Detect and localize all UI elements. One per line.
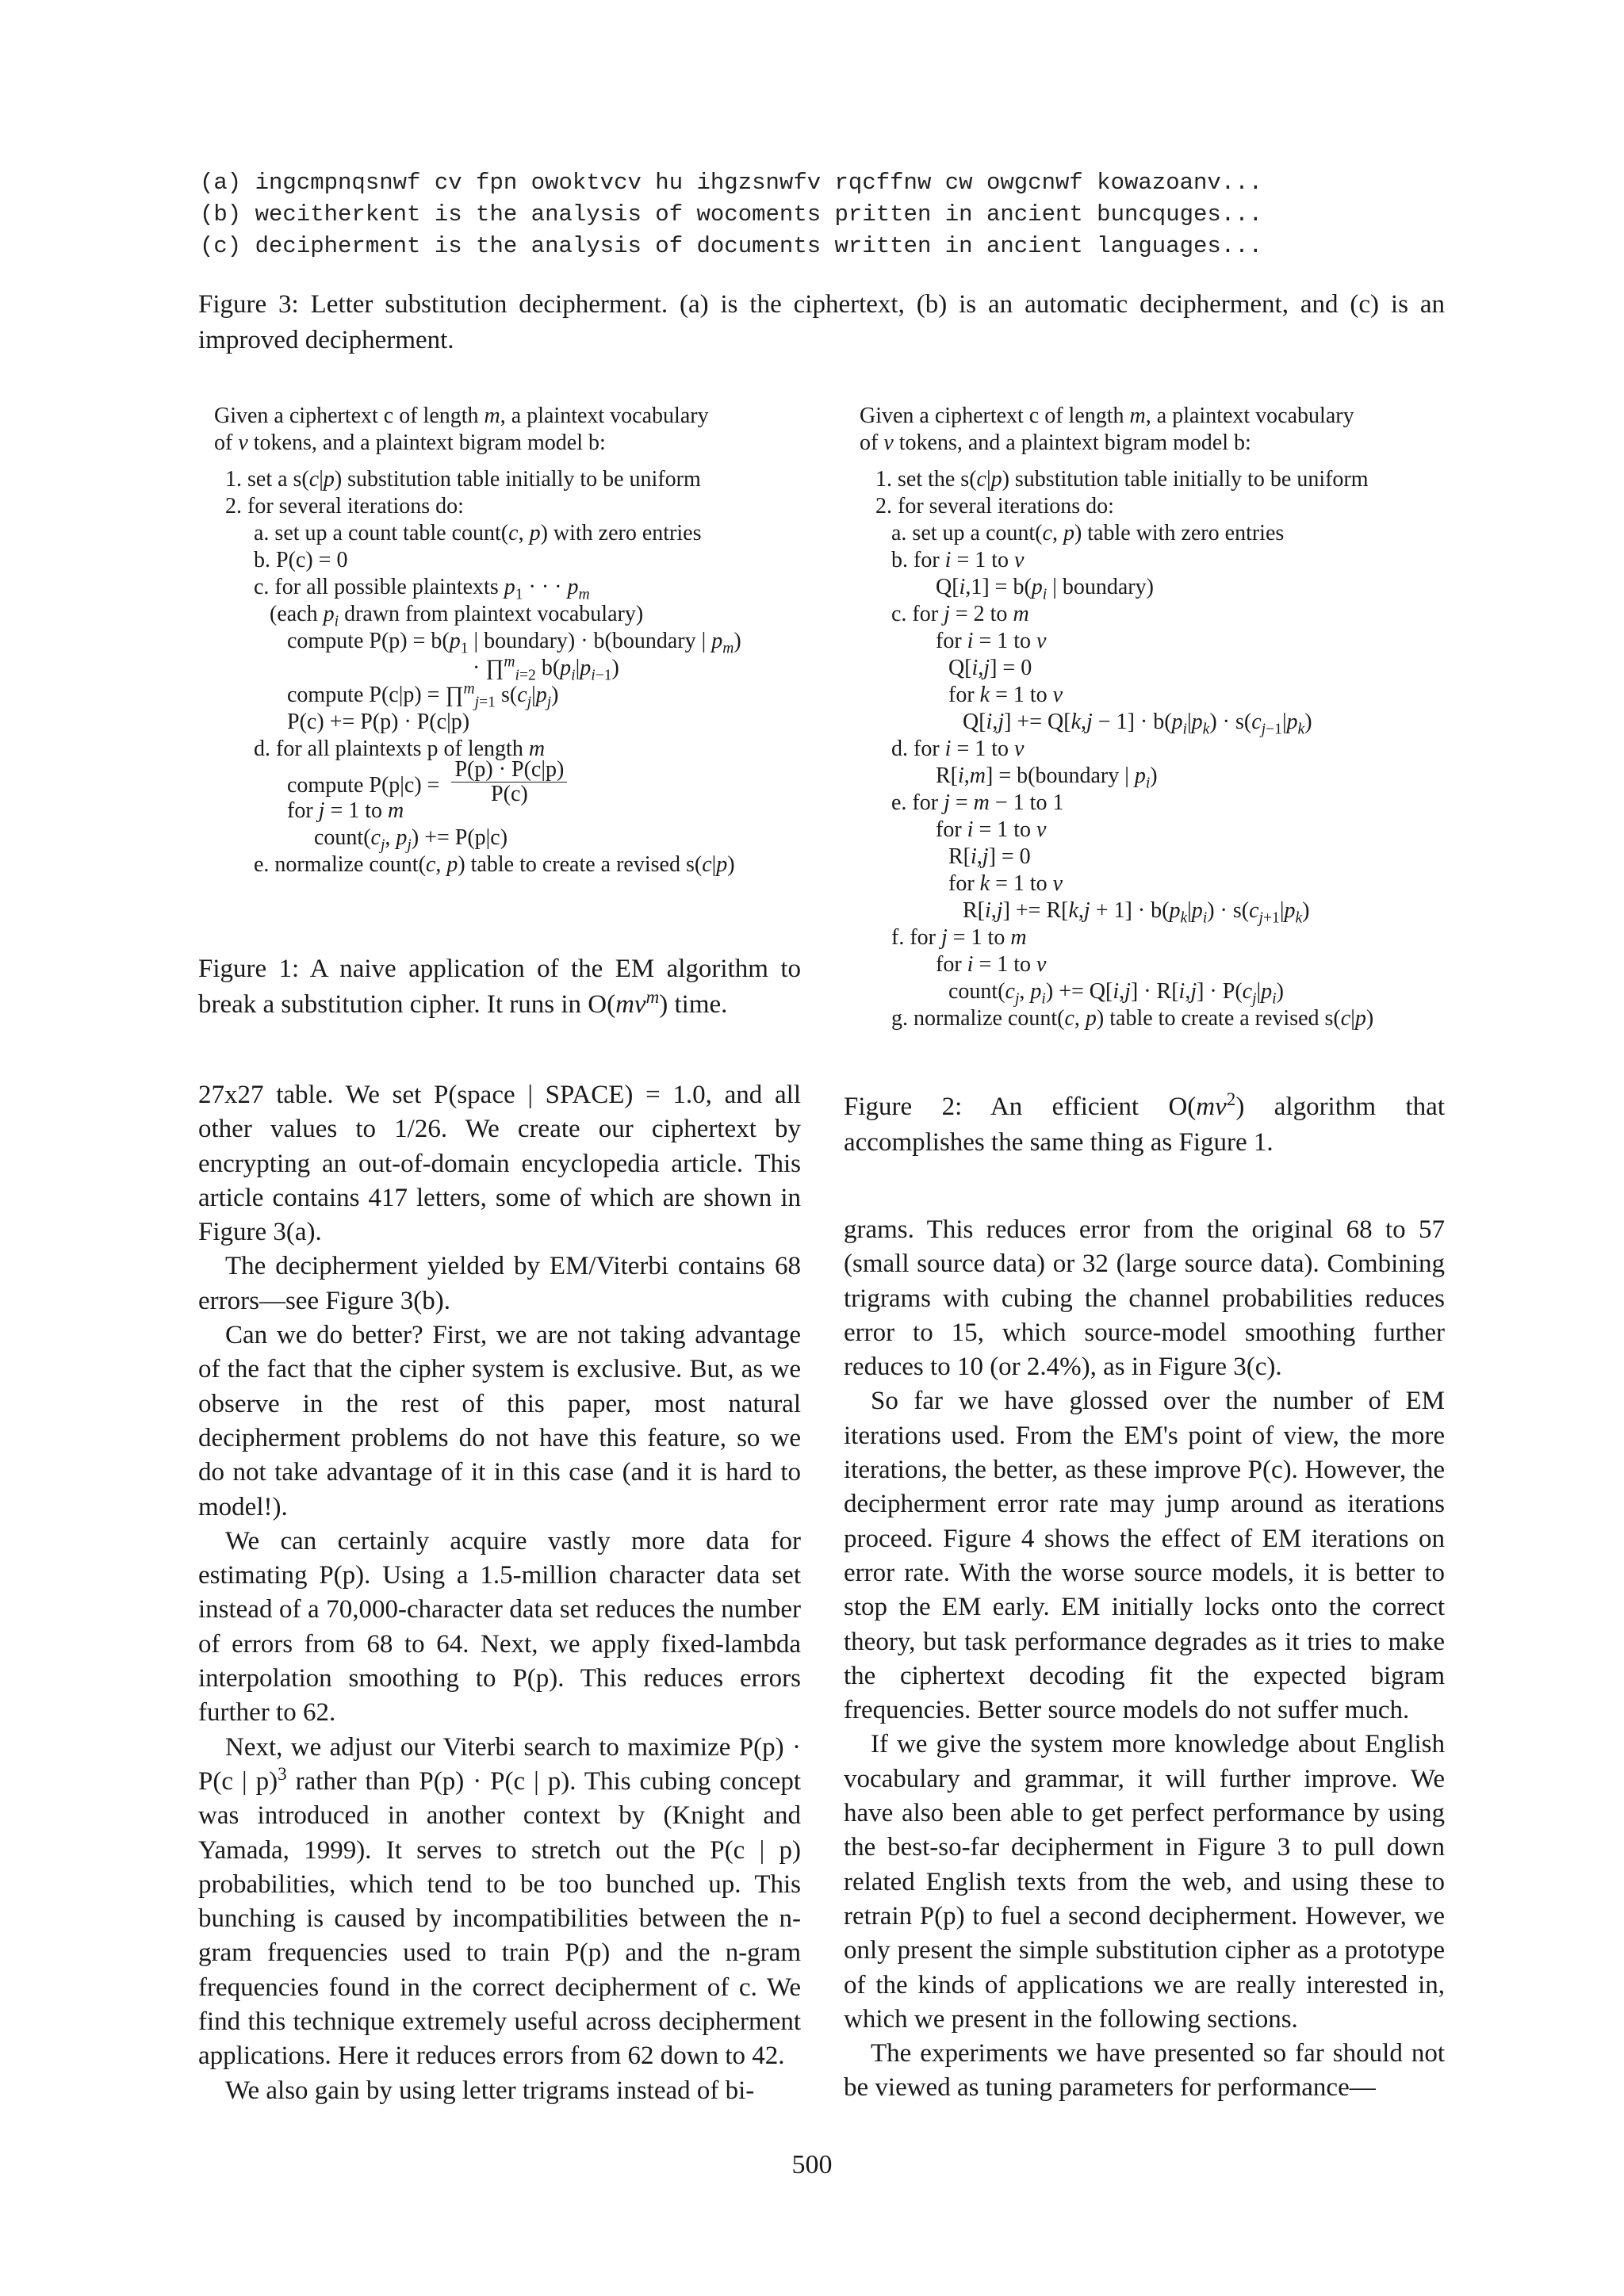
fig2-step-2c-init: Q[i,j] = 0 <box>948 656 1032 680</box>
paragraph: If we give the system more knowledge about English vocabulary and grammar, it will further improve. We have also been able to get perfect performance by using the best-so-far decipherment in Figure 3 to pull down related English texts from the web, and using these to retrain P(p) to fuel a second decipherment. However, we only present the simple substitution cipher as a prototype of the kinds of applications we are really interested in, which we present in the following sections. <box>844 1730 1445 2034</box>
fig2-step-2b: b. for i = 1 to v <box>891 548 1025 572</box>
paragraph-cubing: Next, we adjust our Viterbi search to maximize P(p) · P(c | p)$^3$ rather than P(p) · P(c | p). This cubing concept was introduced in another context by (Knight and Yamada, 1999). It serves to stretch out the P(c | p) probabilities, which tend to be too bunched up. This bunching is caused by incompatibilities between the n-gram frequencies used to train P(p) and the n-gram frequencies found in the correct decipherment of c. We find this technique extremely useful across decipherment applications. Here it reduces errors from 62 down to 42. <box>198 1732 801 2071</box>
fig2-step-2g: g. normalize count(c, p) table to create a revised s(c|p) <box>891 1006 1374 1031</box>
fig2-step-2e-loop-i: for i = 1 to v <box>936 817 1047 842</box>
fig1-step-2c-accumulate: P(c) += P(p) · P(c|p) <box>287 710 470 734</box>
fig1-step-2d-count: $count(c_j$, $p_j) += P(p|c)$ <box>314 825 508 854</box>
fig1-step-2: 2. for several iterations do: <box>225 494 464 519</box>
fig1-step-2c-note: (each $p_i$ drawn from plaintext vocabulary) <box>270 602 644 630</box>
fig2-caption: Figure 2: An efficient $O(mv^2)$ algorithm that accomplishes the same thing as Figure 1. <box>844 1089 1445 1157</box>
paragraph: We also gain by using letter trigrams instead of bi- <box>225 2076 755 2105</box>
fig1-caption-line-2: break a substitution cipher. It runs in $O(mv^m)$ time. <box>198 986 728 1019</box>
fig2-step-2e-loop-k: for k = 1 to v <box>948 871 1063 896</box>
page-number: 500 <box>791 2150 833 2179</box>
paragraph: We can certainly acquire vastly more data for estimating P(p). Using a 1.5-million character data set instead of a 70,000-character data set reduces the number of errors from 68 to 64. Next, we apply fixed-lambda interpolation smoothing to P(p). This reduces errors further to 62. <box>198 1526 801 1728</box>
left-column-text <box>198 1078 801 2108</box>
paragraph: 27x27 table. We set P(space | SPACE) = 1.0, and all other values to 1/26. We create our ciphertext by encrypting an out-of-domain encyclopedia article. This article contains 417 letters, some of which are shown in Figure 3(a). <box>198 1081 801 1247</box>
fig2-step-2f: f. for j = 1 to m <box>891 925 1027 950</box>
fig1-intro-line-2: of v tokens, and a plaintext bigram model b: <box>214 430 606 455</box>
fig1-step-1: 1. set a s(c|p) substitution table initially to be uniform <box>225 467 701 492</box>
fig2-step-2d-body: R[i,m] = b(boundary | $p_i$) <box>936 763 1158 792</box>
paragraph: Can we do better? First, we are not taking advantage of the fact that the cipher system is exclusive. But, as we observe in the rest of this paper, most natural decipherment problems do not have this feature, so we do not take advantage of it in this case (and it is hard to model!). <box>198 1321 801 1521</box>
fig2-intro-line-2: of v tokens, and a plaintext bigram model b: <box>860 430 1251 455</box>
fig2-step-2: 2. for several iterations do: <box>875 494 1114 519</box>
fig2-step-2e-update: $R[i,j] += R[k,j + 1] \cdot b(p_k|p_i) \cdot s(c_{j+1}|p_k)$ <box>963 898 1310 927</box>
fig2-step-2c-loop-k: for k = 1 to v <box>948 683 1063 707</box>
paragraph: The experiments we have presented so far should not be viewed as tuning parameters for performance— <box>844 2039 1445 2103</box>
fig2-step-2d: d. for i = 1 to v <box>891 737 1025 761</box>
fig1-step-2c-compute-pp: compute $P(p) = b(p_1$ | boundary) · b(boundary | $p_m$) <box>287 629 741 657</box>
fig1-intro-line-1: Given a ciphertext c of length m, a plaintext vocabulary <box>214 404 709 428</box>
fig1-step-2d-loop: for j = 1 to m <box>287 798 404 823</box>
fig2-step-2c: c. for j = 2 to m <box>891 602 1029 626</box>
fig1-step-2e: e. normalize count(c, p) table to create a revised s(c|p) <box>254 852 735 877</box>
fig2-step-1: 1. set the s(c|p) substitution table initially to be uniform <box>875 467 1369 492</box>
fig3-decipherment-line-c: (c) decipherment is the analysis of documents written in ancient languages... <box>200 233 1263 259</box>
fig2-step-2b-body: $Q[i,1] = b(p_i$ | boundary) <box>936 575 1154 603</box>
fig2-step-2c-update: $Q[i,j] += Q[k,j - 1] \cdot b(p_i|p_k) \cdot s(c_{j-1}|p_k)$ <box>963 710 1312 738</box>
fig3-decipherment-line-b: (b) wecitherkent is the analysis of wocoments pritten in ancient buncquges... <box>200 201 1263 228</box>
fig3-caption: Figure 3: Letter substitution decipherment. (a) is the ciphertext, (b) is an automatic decipherment, and (c) is an improved decipherment. <box>198 290 1445 354</box>
fig1-step-2d: d. for all plaintexts p of length m <box>254 737 546 761</box>
right-column-text <box>844 1213 1445 2106</box>
fig2-algorithm <box>860 403 1373 1032</box>
fig2-step-2e: e. for j = m − 1 to 1 <box>891 790 1064 815</box>
fig1-caption <box>198 951 801 1023</box>
fig2-step-2e-init: R[i,j] = 0 <box>948 844 1031 869</box>
fig1-step-2b: b. P(c) = 0 <box>254 548 348 572</box>
fig1-step-2a: a. set up a count table count(c, p) with zero entries <box>254 521 702 545</box>
fig3-ciphertext-line-a: (a) ingcmpnqsnwf cv fpn owoktvcv hu ihgzsnwfv rqcffnw cw owgcnwf kowazoanv... <box>200 170 1263 196</box>
fig2-intro-line-1: Given a ciphertext c of length m, a plaintext vocabulary <box>860 404 1354 428</box>
fig1-algorithm <box>214 403 741 878</box>
paragraph: So far we have glossed over the number of EM iterations used. From the EM's point of view, the more iterations, the better, as these improve P(c). However, the decipherment error rate may jump around as iterations proceed. Figure 4 shows the effect of EM iterations on error rate. With the worse source models, it is better to stop the EM early. EM initially locks onto the correct theory, but task performance degrades as it tries to make the ciphertext decoding fit the expected bigram frequencies. Better source models do not suffer much. <box>844 1387 1445 1725</box>
fig2-step-2f-loop-i: for i = 1 to v <box>936 952 1047 977</box>
fig1-caption-line-1: Figure 1: A naive application of the EM algorithm to <box>198 955 801 983</box>
fig1-step-2c: c. for all possible plaintexts $p_1$ · · · $p_m$ <box>254 575 590 603</box>
fig1-step-2d-compute: compute P(p|c) = $\frac{P(p) \cdot P(c|p)}{P(c)}$ <box>214 763 741 798</box>
fig2-step-2f-count: $count(c_j$, $p_i) += Q[i,j] \cdot R[i,j] \cdot P(c_j|p_i)$ <box>948 979 1284 1008</box>
fig2-step-2a: a. set up a count(c, p) table with zero entries <box>891 521 1285 545</box>
fig2-step-2c-loop-i: for i = 1 to v <box>936 629 1047 653</box>
fig1-step-2c-product: · ∏$^m_{i=2}$ $b(p_i|p_{i-1})$ <box>473 653 619 684</box>
paragraph: grams. This reduces error from the original 68 to 57 (small source data) or 32 (large source data). Combining trigrams with cubing the channel probabilities reduces error to 15, which source-model smoothing further reduces to 10 (or 2.4%), as in Figure 3(c). <box>844 1215 1445 1382</box>
fig1-step-2c-compute-pcp: compute P(c|p) = ∏$^m_{j=1}$ $s(c_j|p_j)$ <box>287 680 559 711</box>
paragraph: The decipherment yielded by EM/Viterbi contains 68 errors—see Figure 3(b). <box>198 1252 801 1315</box>
